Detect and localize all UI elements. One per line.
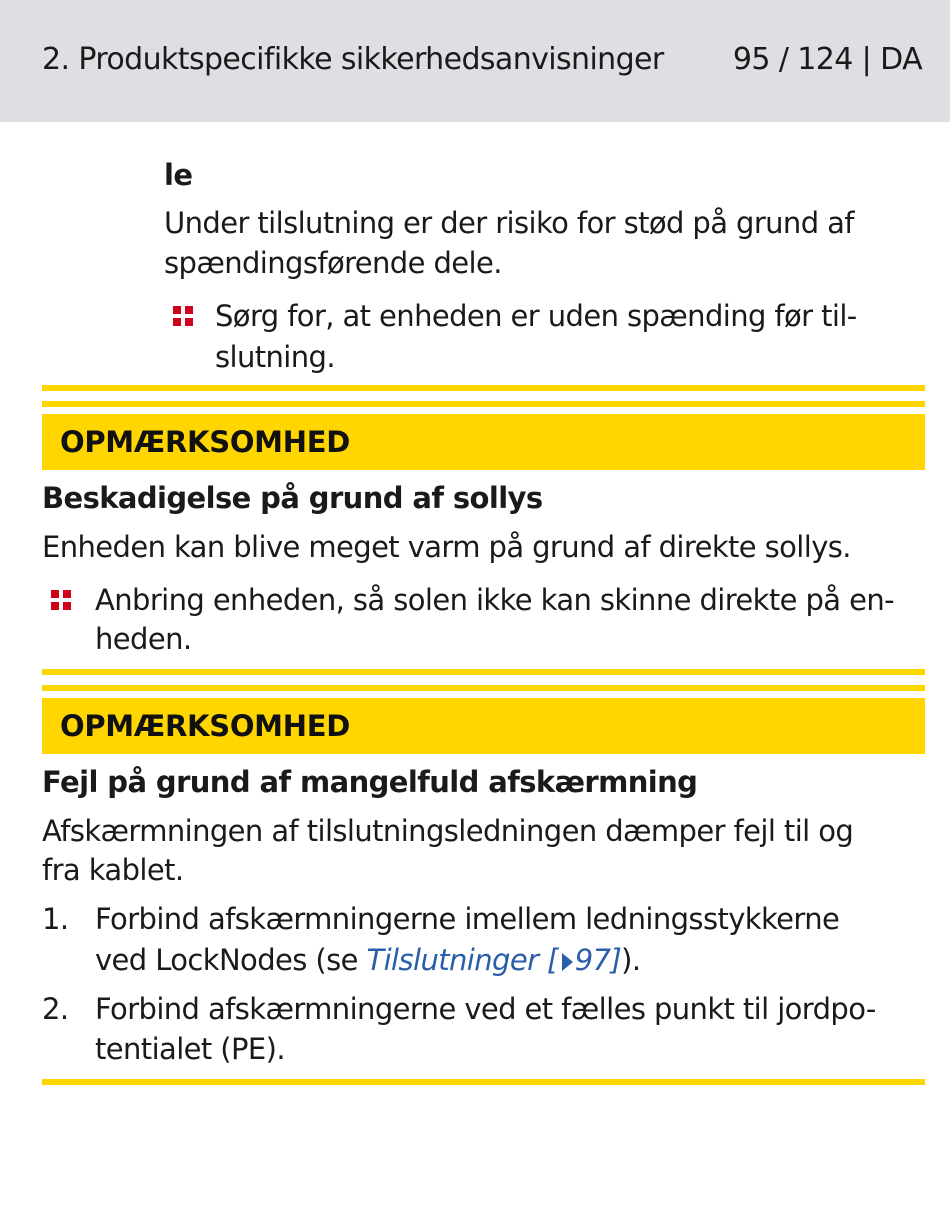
notice-title: Beskadigelse på grund af sollys xyxy=(42,481,543,515)
section-divider xyxy=(42,401,925,407)
step-number: 2. xyxy=(42,992,69,1026)
warning-bullet-line1: Sørg for, at enheden er uden spænding før til- xyxy=(215,299,857,333)
step-line2 xyxy=(95,940,641,980)
section-divider xyxy=(42,669,925,675)
step-line1: Forbind afskærmningerne ved et fælles punkt til jordpo- xyxy=(95,992,876,1026)
step-line1: Forbind afskærmningerne imellem ledningsstykkerne xyxy=(95,902,840,936)
warning-bullet-line2: slutning. xyxy=(215,340,335,374)
notice-label: OPMÆRKSOMHED xyxy=(60,425,350,459)
section-divider xyxy=(42,1079,925,1085)
section-divider xyxy=(42,385,925,391)
link-text: Tilslutninger [ xyxy=(366,943,558,977)
red-bullet-icon xyxy=(173,306,193,326)
tilslutninger-link[interactable] xyxy=(366,943,621,977)
step-line2: tentialet (PE). xyxy=(95,1032,285,1066)
warning-text-line1: Under tilslutning er der risiko for stød på grund af xyxy=(164,206,854,240)
notice-label: OPMÆRKSOMHED xyxy=(60,709,350,743)
section-divider xyxy=(42,685,925,691)
step-text-suffix: ). xyxy=(621,943,641,977)
chapter-title: 2. Produktspecifikke sikkerhedsanvisninger xyxy=(42,42,664,77)
notice-text: Enheden kan blive meget varm på grund af direkte sollys. xyxy=(42,530,851,564)
heading-fragment: le xyxy=(164,158,193,192)
notice-title: Fejl på grund af mangelfuld afskærmning xyxy=(42,765,698,799)
step-text-prefix: ved LockNodes (se xyxy=(95,943,367,977)
notice-bullet-line2: heden. xyxy=(95,622,192,656)
notice-banner xyxy=(42,414,925,470)
warning-text-line2: spændingsførende dele. xyxy=(164,246,502,280)
page-number: 95 / 124 | DA xyxy=(732,42,922,77)
page-header xyxy=(0,0,950,122)
notice-text-line2: fra kablet. xyxy=(42,853,184,887)
step-number: 1. xyxy=(42,902,69,936)
red-bullet-icon xyxy=(51,590,71,610)
play-arrow-icon xyxy=(562,953,573,971)
notice-banner xyxy=(42,698,925,754)
link-page: 97] xyxy=(574,943,622,977)
notice-bullet-line1: Anbring enheden, så solen ikke kan skinne direkte på en- xyxy=(95,583,894,617)
notice-text-line1: Afskærmningen af tilslutningsledningen dæmper fejl til og xyxy=(42,814,854,848)
